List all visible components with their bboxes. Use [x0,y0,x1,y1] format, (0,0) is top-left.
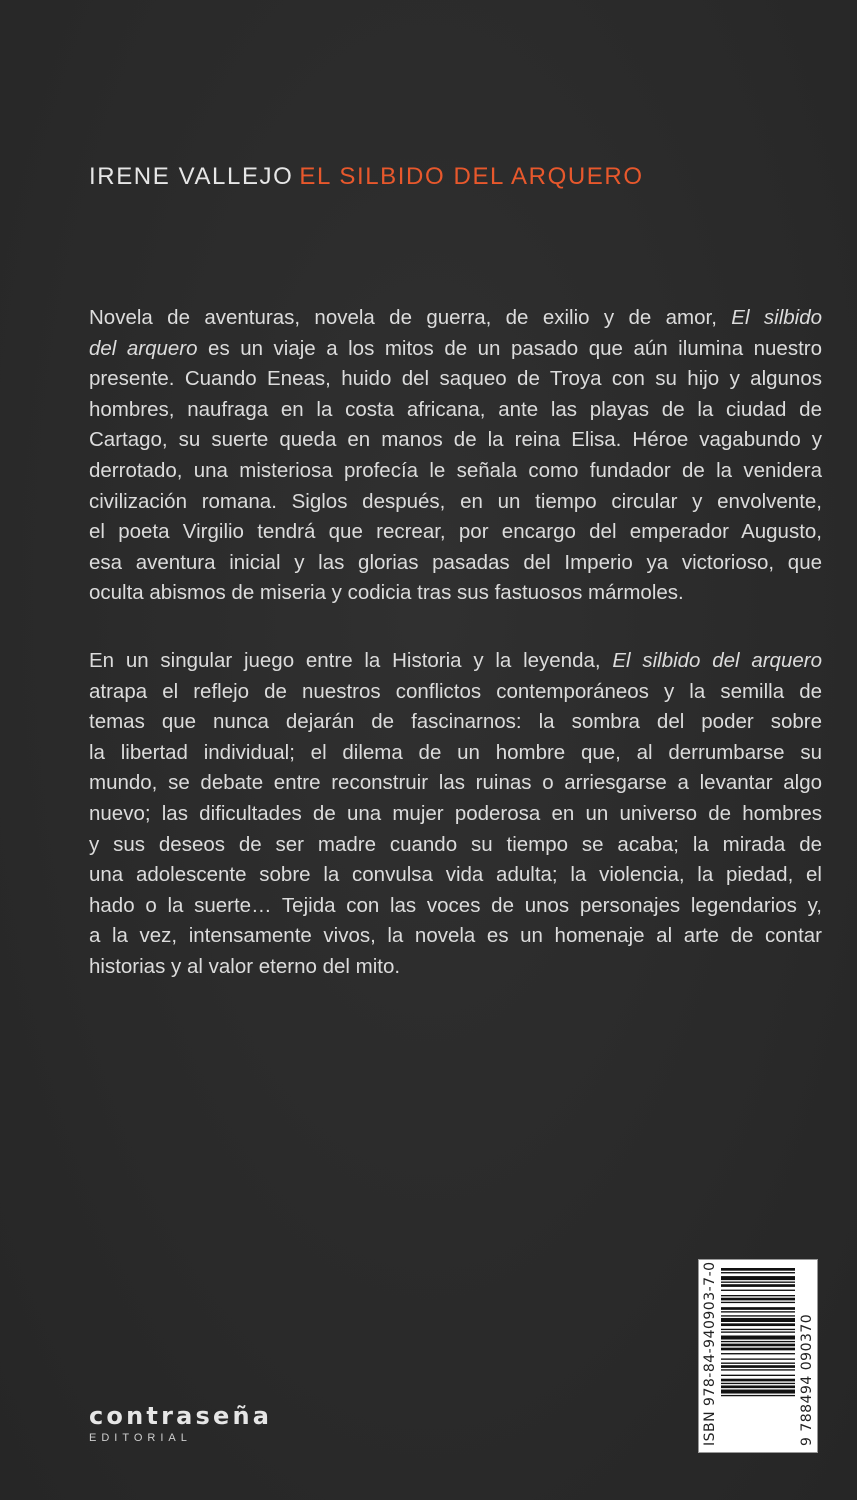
barcode-bar [721,1307,795,1310]
text-line [89,799,822,830]
text-line [89,456,822,487]
text-segment: y sus deseos de ser madre cuando su tiempo se acaba; la mirada de [89,832,822,856]
cover-header [89,161,644,193]
text-segment: hombres, naufraga en la costa africana, ante las playas de la ciudad de [89,397,822,421]
barcode-bars [721,1266,795,1446]
text-line [89,891,822,922]
book-title: EL SILBIDO DEL ARQUERO [299,163,644,190]
barcode-bar [721,1385,795,1388]
text-segment: hado o la suerte… Tejida con las voces de unos personajes legendarios y, [89,893,822,917]
text-segment: En un singular juego entre la Historia y la leyenda, [89,649,613,672]
text-line [89,768,822,799]
barcode-bar [721,1276,795,1280]
barcode-bar [721,1341,795,1342]
italic-title-segment: del arquero [89,336,198,360]
text-line [89,646,822,677]
text-segment: temas que nunca dejarán de fascinarnos: la sombra del poder sobre [89,710,822,734]
text-segment: presente. Cuando Eneas, huido del saqueo de Troya con su hijo y algunos [89,367,822,391]
text-line [89,830,822,861]
barcode-bar [721,1353,795,1354]
text-segment: Cartago, su suerte queda en manos de la reina Elisa. Héroe vagabundo y [89,428,822,452]
text-segment: esa aventura inicial y las glorias pasadas del Imperio ya victorioso, que [89,550,822,574]
text-segment: historias y al valor eterno del mito. [89,954,401,978]
barcode-bar [721,1369,795,1370]
barcode-bar [721,1331,795,1332]
text-line [89,517,822,548]
barcode-digits: 9 788494 090370 [799,1313,815,1446]
barcode-bar [721,1395,795,1396]
barcode-bar [721,1290,795,1291]
isbn-label: ISBN 978-84-940903-7-0 [702,1261,718,1446]
text-segment: derrotado, una misteriosa profecía le señala como fundador de la venidera [89,458,822,482]
text-segment: mundo, se debate entre reconstruir las ruinas o arriesgarse a levantar algo [89,771,822,795]
barcode-bar [721,1272,795,1273]
publisher-logo [89,1403,272,1445]
barcode-bar [721,1363,795,1364]
isbn-barcode [698,1259,818,1453]
barcode-bar [721,1375,795,1376]
text-segment: es un viaje a los mitos de un pasado que aún ilumina nuestro [197,336,822,360]
barcode-bar [721,1344,795,1347]
author-name: IRENE VALLEJO [89,163,294,190]
barcode-bar [721,1268,795,1271]
text-line [89,303,822,334]
text-line [89,578,822,609]
barcode-bar [721,1282,795,1283]
barcode-bar [721,1295,795,1296]
text-segment: una adolescente sobre la convulsa vida adulta; la violencia, la piedad, el [89,863,822,887]
text-line [89,860,822,891]
synopsis-paragraph-2 [89,646,822,983]
barcode-bar [721,1284,795,1287]
barcode-bar [721,1336,795,1340]
barcode-bar [721,1365,795,1368]
text-line [89,921,822,952]
barcode-bar [721,1348,795,1351]
barcode-bar [721,1323,795,1326]
text-line [89,395,822,426]
text-line [89,548,822,579]
text-line [89,677,822,708]
text-line [89,952,822,983]
text-segment: nuevo; las dificultades de una mujer poderosa en un universo de hombres [89,801,822,825]
text-segment: a la vez, intensamente vivos, la novela es un homenaje al arte de contar [89,924,822,948]
text-line [89,425,822,456]
text-line [89,707,822,738]
italic-title-segment: El silbido [731,306,822,329]
text-line [89,738,822,769]
text-segment: el poeta Virgilio tendrá que recrear, por encargo del emperador Augusto, [89,520,822,544]
barcode-bar [721,1383,795,1384]
text-segment: Novela de aventuras, novela de guerra, de exilio y de amor, [89,306,732,329]
text-line [89,487,822,518]
text-segment: atrapa el reflejo de nuestros conflictos contemporáneos y la semilla de [89,679,822,703]
barcode-bar [721,1358,795,1359]
text-line [89,334,822,365]
barcode-bar [721,1302,795,1303]
publisher-subtitle: EDITORIAL [89,1432,192,1444]
barcode-bar [721,1311,795,1312]
text-segment: civilización romana. Siglos después, en un tiempo circular y envolvente, [89,489,822,513]
text-segment: la libertad individual; el dilema de un hombre que, al derrumbarse su [89,740,822,764]
publisher-name: contraseña [89,1402,273,1430]
barcode-bar [721,1329,795,1330]
italic-title-segment: El silbido del arquero [612,649,822,672]
barcode-bar [721,1318,795,1322]
synopsis-paragraph-1 [89,303,822,609]
barcode-bar [721,1390,795,1394]
barcode-bar [721,1298,795,1301]
barcode-bar [721,1315,795,1316]
text-segment: oculta abismos de miseria y codicia tras sus fastuosos mármoles. [89,581,684,605]
barcode-bar [721,1379,795,1382]
text-line [89,364,822,395]
